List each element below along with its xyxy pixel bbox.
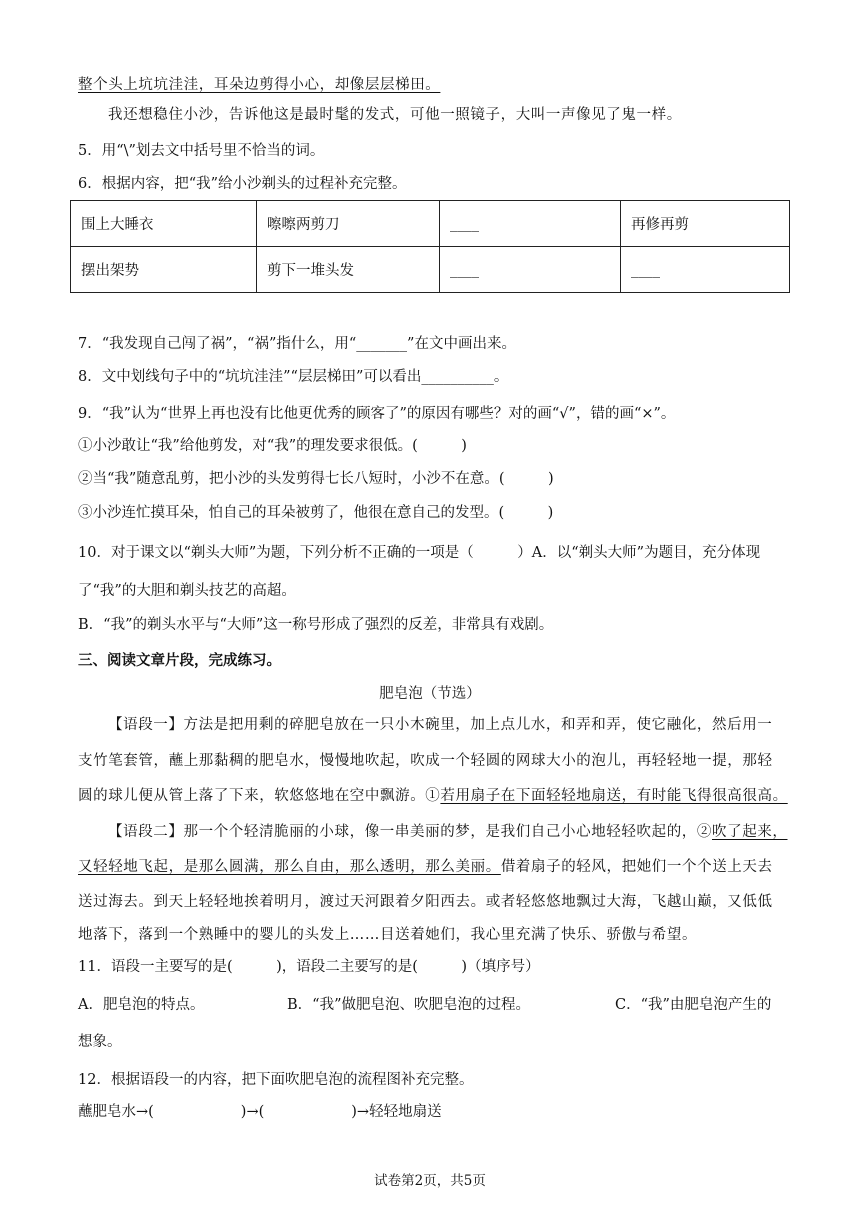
question-12-stem: 12．根据语段一的内容，把下面吹肥皂泡的流程图补充完整。 xyxy=(78,1072,474,1088)
reading-paragraph-line: 【语段一】方法是把用剩的碎肥皂放在一只小木碗里，加上点儿水，和弄和弄，使它融化，然后用一 xyxy=(108,717,773,733)
table-cell: 再修再剪 xyxy=(621,201,790,247)
passage-underlined-line: 整个头上坑坑洼洼，耳朵边剪得小心，却像层层梯田。 xyxy=(78,77,441,93)
underlined-sentence-1: 若用扇子在下面轻轻地扇送，有时能飞得很高很高。 xyxy=(440,788,788,804)
table-cell: 嚓嚓两剪刀 xyxy=(257,201,440,247)
question-9-option-3: ③小沙连忙摸耳朵，怕自己的耳朵被剪了，他很在意自己的发型。( ) xyxy=(78,505,554,521)
underlined-sentence-2-cont: 又轻轻地飞起，是那么圆满，那么自由，那么透明，那么美丽。 xyxy=(78,859,501,875)
question-7: 7．“我发现自己闯了祸”，“祸”指什么，用“_______”在文中画出来。 xyxy=(78,336,516,352)
reading-text: 借着扇子的轻风，把她们一个个送上天去 xyxy=(500,859,773,875)
question-10-line: 了“我”的大胆和剃头技艺的高超。 xyxy=(78,583,296,599)
reading-paragraph-line xyxy=(78,786,788,806)
question-5: 5．用“\”划去文中括号里不恰当的词。 xyxy=(78,143,325,159)
table-cell: 剪下一堆头发 xyxy=(257,247,440,293)
underlined-sentence-2: 吹了起来， xyxy=(712,824,788,840)
question-6: 6．根据内容，把“我”给小沙剃头的过程补充完整。 xyxy=(78,176,407,192)
reading-paragraph-line: 送过海去。到天上轻轻地挨着明月，渡过天河跟着夕阳西去。或者轻悠悠地飘过大海，飞越山巅，又低低 xyxy=(78,894,773,910)
passage-line: 我还想稳住小沙，告诉他这是最时髦的发式，可他一照镜子，大叫一声像见了鬼一样。 xyxy=(108,107,682,123)
table-row xyxy=(71,247,790,293)
process-table xyxy=(70,200,790,293)
reading-paragraph-line: 地落下，落到一个熟睡中的婴儿的头发上……目送着她们，我心里充满了快乐、骄傲与希望。 xyxy=(78,927,698,943)
page-footer: 试卷第2页，共5页 xyxy=(374,1173,486,1189)
reading-paragraph-line xyxy=(78,857,773,877)
question-10-option-b: B．“我”的剃头水平与“大师”这一称号形成了强烈的反差，非常具有戏剧。 xyxy=(78,617,554,633)
table-row xyxy=(71,201,790,247)
question-11-stem: 11．语段一主要写的是( )，语段二主要写的是( )（填序号） xyxy=(78,959,540,975)
table-cell-blank[interactable]: ____ xyxy=(621,247,790,293)
question-9-stem: 9．“我”认为“世界上再也没有比他更优秀的顾客了”的原因有哪些？对的画“√”，错的画“×”。 xyxy=(78,406,676,422)
reading-text: 【语段二】那一个个轻清脆丽的小球，像一串美丽的梦，是我们自己小心地轻轻吹起的，② xyxy=(108,824,712,840)
question-9-option-1: ①小沙敢让“我”给他剪发，对“我”的理发要求很低。( ) xyxy=(78,438,467,454)
question-11-option-c-cont: 想象。 xyxy=(78,1034,122,1050)
reading-paragraph-line: 支竹笔套管，蘸上那黏稠的肥皂水，慢慢地吹起，吹成一个轻圆的网球大小的泡儿，再轻轻地一提，那轻 xyxy=(78,753,773,769)
table-cell-blank[interactable]: ____ xyxy=(440,247,621,293)
question-10-line: 10．对于课文以“剃头大师”为题，下列分析不正确的一项是（ ）A．以“剃头大师”为题目，充分体现 xyxy=(78,545,761,561)
table-cell: 围上大睡衣 xyxy=(71,201,257,247)
reading-title: 肥皂泡（节选） xyxy=(379,686,481,702)
question-11-option-a: A．肥皂泡的特点。 xyxy=(78,997,205,1013)
reading-text: 圆的球儿便从管上落了下来，软悠悠地在空中飘游。① xyxy=(78,788,441,804)
question-12-flowchart: 蘸肥皂水→( )→( )→轻轻地扇送 xyxy=(78,1104,442,1120)
question-11-option-c: C．“我”由肥皂泡产生的 xyxy=(615,997,772,1013)
question-11-option-b: B．“我”做肥皂泡、吹肥皂泡的过程。 xyxy=(287,997,530,1013)
table-cell: 摆出架势 xyxy=(71,247,257,293)
question-8: 8．文中划线句子中的“坑坑洼洼”“层层梯田”可以看出__________。 xyxy=(78,369,509,385)
reading-paragraph-line xyxy=(108,822,788,842)
table-cell-blank[interactable]: ____ xyxy=(440,201,621,247)
question-9-option-2: ②当“我”随意乱剪，把小沙的头发剪得七长八短时，小沙不在意。( ) xyxy=(78,471,554,487)
section-heading: 三、阅读文章片段，完成练习。 xyxy=(78,652,281,669)
